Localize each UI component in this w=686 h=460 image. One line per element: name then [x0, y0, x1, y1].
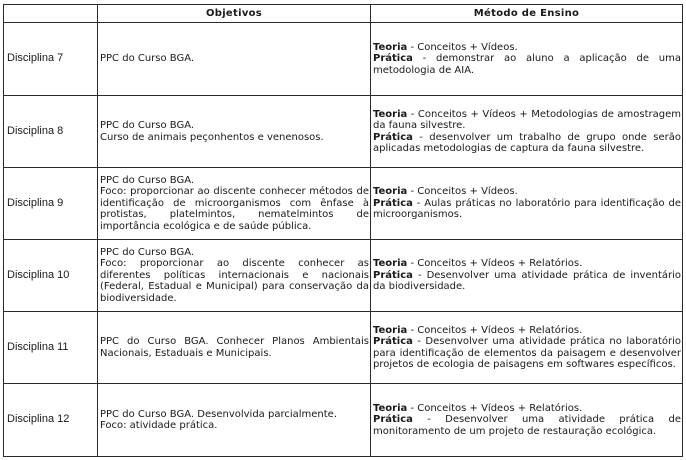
table-row [4, 96, 683, 168]
objective-text: PPC do Curso BGA. [100, 53, 195, 65]
practice-label: Prática [373, 131, 413, 143]
discipline-name: Disciplina 10 [4, 240, 98, 312]
practice-label: Prática [373, 336, 413, 347]
objective-line: Foco: atividade prática. [100, 420, 218, 431]
method-cell [371, 240, 683, 312]
theory-text: - Conceitos + Vídeos. [407, 186, 518, 198]
disciplines-table [3, 4, 683, 457]
method-cell [371, 384, 683, 457]
practice-label: Prática [373, 414, 413, 426]
theory-label: Teoria [373, 108, 408, 120]
objective-line: Foco: proporcionar ao discente conhecer as diferentes políticas internacionais e nacionais (Federal, Estadual e Municipal) para conservação da biodiversidade. [100, 258, 369, 304]
theory-text: - Conceitos + Vídeos. [407, 41, 518, 53]
theory-text: - Conceitos + Vídeos + Relatórios. [407, 258, 583, 270]
practice-line [373, 132, 681, 155]
objective-line: PPC do Curso BGA. Desenvolvida parcialmente. [100, 408, 338, 420]
objective-cell [98, 384, 371, 457]
practice-line [373, 336, 681, 371]
discipline-name: Disciplina 7 [4, 23, 98, 96]
theory-line [373, 258, 681, 270]
method-cell [371, 23, 683, 96]
practice-line [373, 270, 681, 293]
theory-label: Teoria [373, 41, 408, 53]
method-cell [371, 96, 683, 168]
objective-cell [98, 23, 371, 96]
practice-label: Prática [373, 269, 413, 281]
theory-line [373, 42, 681, 54]
discipline-name: Disciplina 11 [4, 312, 98, 384]
discipline-name: Disciplina 8 [4, 96, 98, 168]
objective-cell [98, 312, 371, 384]
method-cell [371, 312, 683, 384]
practice-line [373, 53, 681, 76]
practice-text: - demonstrar ao aluno a aplicação de uma metodologia de AIA. [373, 53, 681, 76]
theory-label: Teoria [373, 258, 408, 270]
objective-line: Foco: proporcionar ao discente conhecer métodos de identificação de microorganismos com ênfase à protistas, platelmintos, nematelmintos de importância ecológica e de saúde pública. [100, 186, 369, 232]
method-cell [371, 168, 683, 240]
practice-text: - Desenvolver uma atividade prática no laboratório para identificação de elementos da paisagem e desenvolver projetos de ecologia de paisagens em softwares específicos. [373, 336, 681, 370]
theory-text: - Conceitos + Vídeos + Metodologias de amostragem da fauna silvestre. [373, 108, 681, 131]
table-row [4, 23, 683, 96]
theory-label: Teoria [373, 186, 408, 198]
practice-text: - Desenvolver uma atividade prática de monitoramento de um projeto de restauração ecológica. [373, 414, 681, 437]
table-row [4, 384, 683, 457]
practice-line [373, 198, 681, 221]
theory-label: Teoria [373, 324, 408, 336]
objective-line: PPC do Curso BGA. [100, 120, 195, 131]
header-objectives: Objetivos [98, 5, 371, 23]
theory-text: - Conceitos + Vídeos + Relatórios. [407, 324, 583, 336]
theory-line [373, 109, 681, 132]
table-header-row [4, 5, 683, 23]
practice-label: Prática [373, 197, 413, 209]
objective-cell [98, 168, 371, 240]
objective-cell [98, 240, 371, 312]
objective-line: PPC do Curso BGA. Conhecer Planos Ambientais Nacionais, Estaduais e Municipais. [100, 336, 369, 359]
table-row [4, 240, 683, 312]
table-row [4, 312, 683, 384]
theory-line [373, 186, 681, 198]
header-teaching-method: Método de Ensino [371, 5, 683, 23]
objective-line: Curso de animais peçonhentos e venenosos. [100, 131, 324, 143]
header-discipline [4, 5, 98, 23]
theory-label: Teoria [373, 402, 408, 414]
practice-text: - Aulas práticas no laboratório para identificação de microorganismos. [373, 197, 681, 221]
theory-text: - Conceitos + Vídeos + Relatórios. [407, 402, 583, 414]
practice-text: - desenvolver um trabalho de grupo onde serão aplicadas metodologias de captura da fauna silvestre. [373, 131, 681, 154]
practice-label: Prática [373, 53, 413, 65]
discipline-name: Disciplina 9 [4, 168, 98, 240]
objective-line: PPC do Curso BGA. [100, 246, 195, 258]
practice-line [373, 414, 681, 437]
theory-line [373, 403, 681, 415]
practice-text: - Desenvolver uma atividade prática de inventário da biodiversidade. [373, 269, 681, 293]
objective-line: PPC do Curso BGA. [100, 174, 195, 186]
table-row [4, 168, 683, 240]
discipline-name: Disciplina 12 [4, 384, 98, 457]
theory-line [373, 325, 681, 337]
objective-cell [98, 96, 371, 168]
